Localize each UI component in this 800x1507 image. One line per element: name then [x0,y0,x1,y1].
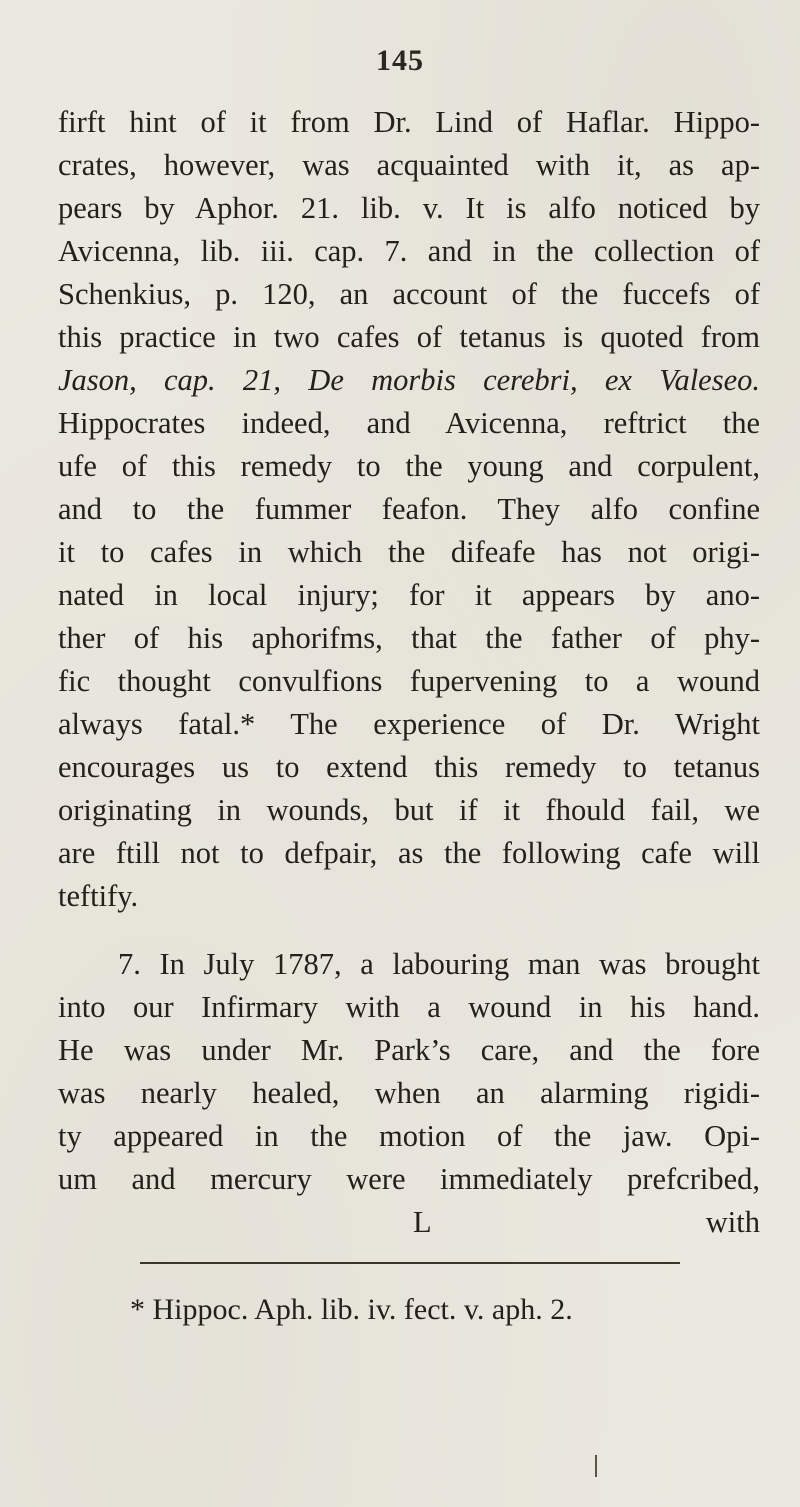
text-line-4: Avicenna, lib. iii. cap. 7. and in the collection of [58,234,760,268]
case-line-6: um and mercury were immediately prefcribed, [58,1162,760,1196]
text-line-18: are ftill not to defpair, as the following cafe will [58,836,760,870]
case-line-4: was nearly healed, when an alarming rigidi- [58,1076,760,1110]
footnote-rule [140,1262,680,1264]
text-line-9: ufe of this remedy to the young and corpulent, [58,449,760,483]
case-line-5: ty appeared in the motion of the jaw. Opi- [58,1119,760,1153]
text-line-1: firft hint of it from Dr. Lind of Haflar. Hippo- [58,105,760,139]
text-line-16: encourages us to extend this remedy to tetanus [58,750,760,784]
text-line-7: Jason, cap. 21, De morbis cerebri, ex Valeseo. [58,363,760,397]
catchword: with [705,1205,760,1239]
text-line-8: Hippocrates indeed, and Avicenna, reftrict the [58,406,760,440]
signature-catchword-line [58,1202,760,1243]
page-number: 145 [376,44,424,77]
text-line-19: teftify. [58,879,139,913]
text-line-13: ther of his aphorifms, that the father of phy- [58,621,760,655]
footnote: * Hippoc. Aph. lib. iv. fect. v. aph. 2. [130,1293,573,1326]
text-line-15: always fatal.* The experience of Dr. Wright [58,707,760,741]
text-line-10: and to the fummer feafon. They alfo confine [58,492,760,526]
text-line-12: nated in local injury; for it appears by ano- [58,578,760,612]
print-speck [595,1455,597,1477]
text-line-14: fic thought convulfions fupervening to a wound [58,664,760,698]
text-line-5: Schenkius, p. 120, an account of the fuccefs of [58,277,760,311]
case-line-1: 7. In July 1787, a labouring man was brought [118,947,760,981]
signature-mark: L [413,1205,432,1239]
text-line-6: this practice in two cafes of tetanus is quoted from [58,320,760,354]
text-line-3: pears by Aphor. 21. lib. v. It is alfo noticed by [58,191,760,225]
text-line-11: it to cafes in which the difeafe has not origi- [58,535,760,569]
text-line-2: crates, however, was acquainted with it, as ap- [58,148,760,182]
case-line-3: He was under Mr. Park’s care, and the fore [58,1033,760,1067]
text-line-17: originating in wounds, but if it fhould fail, we [58,793,760,827]
case-line-2: into our Infirmary with a wound in his hand. [58,990,760,1024]
